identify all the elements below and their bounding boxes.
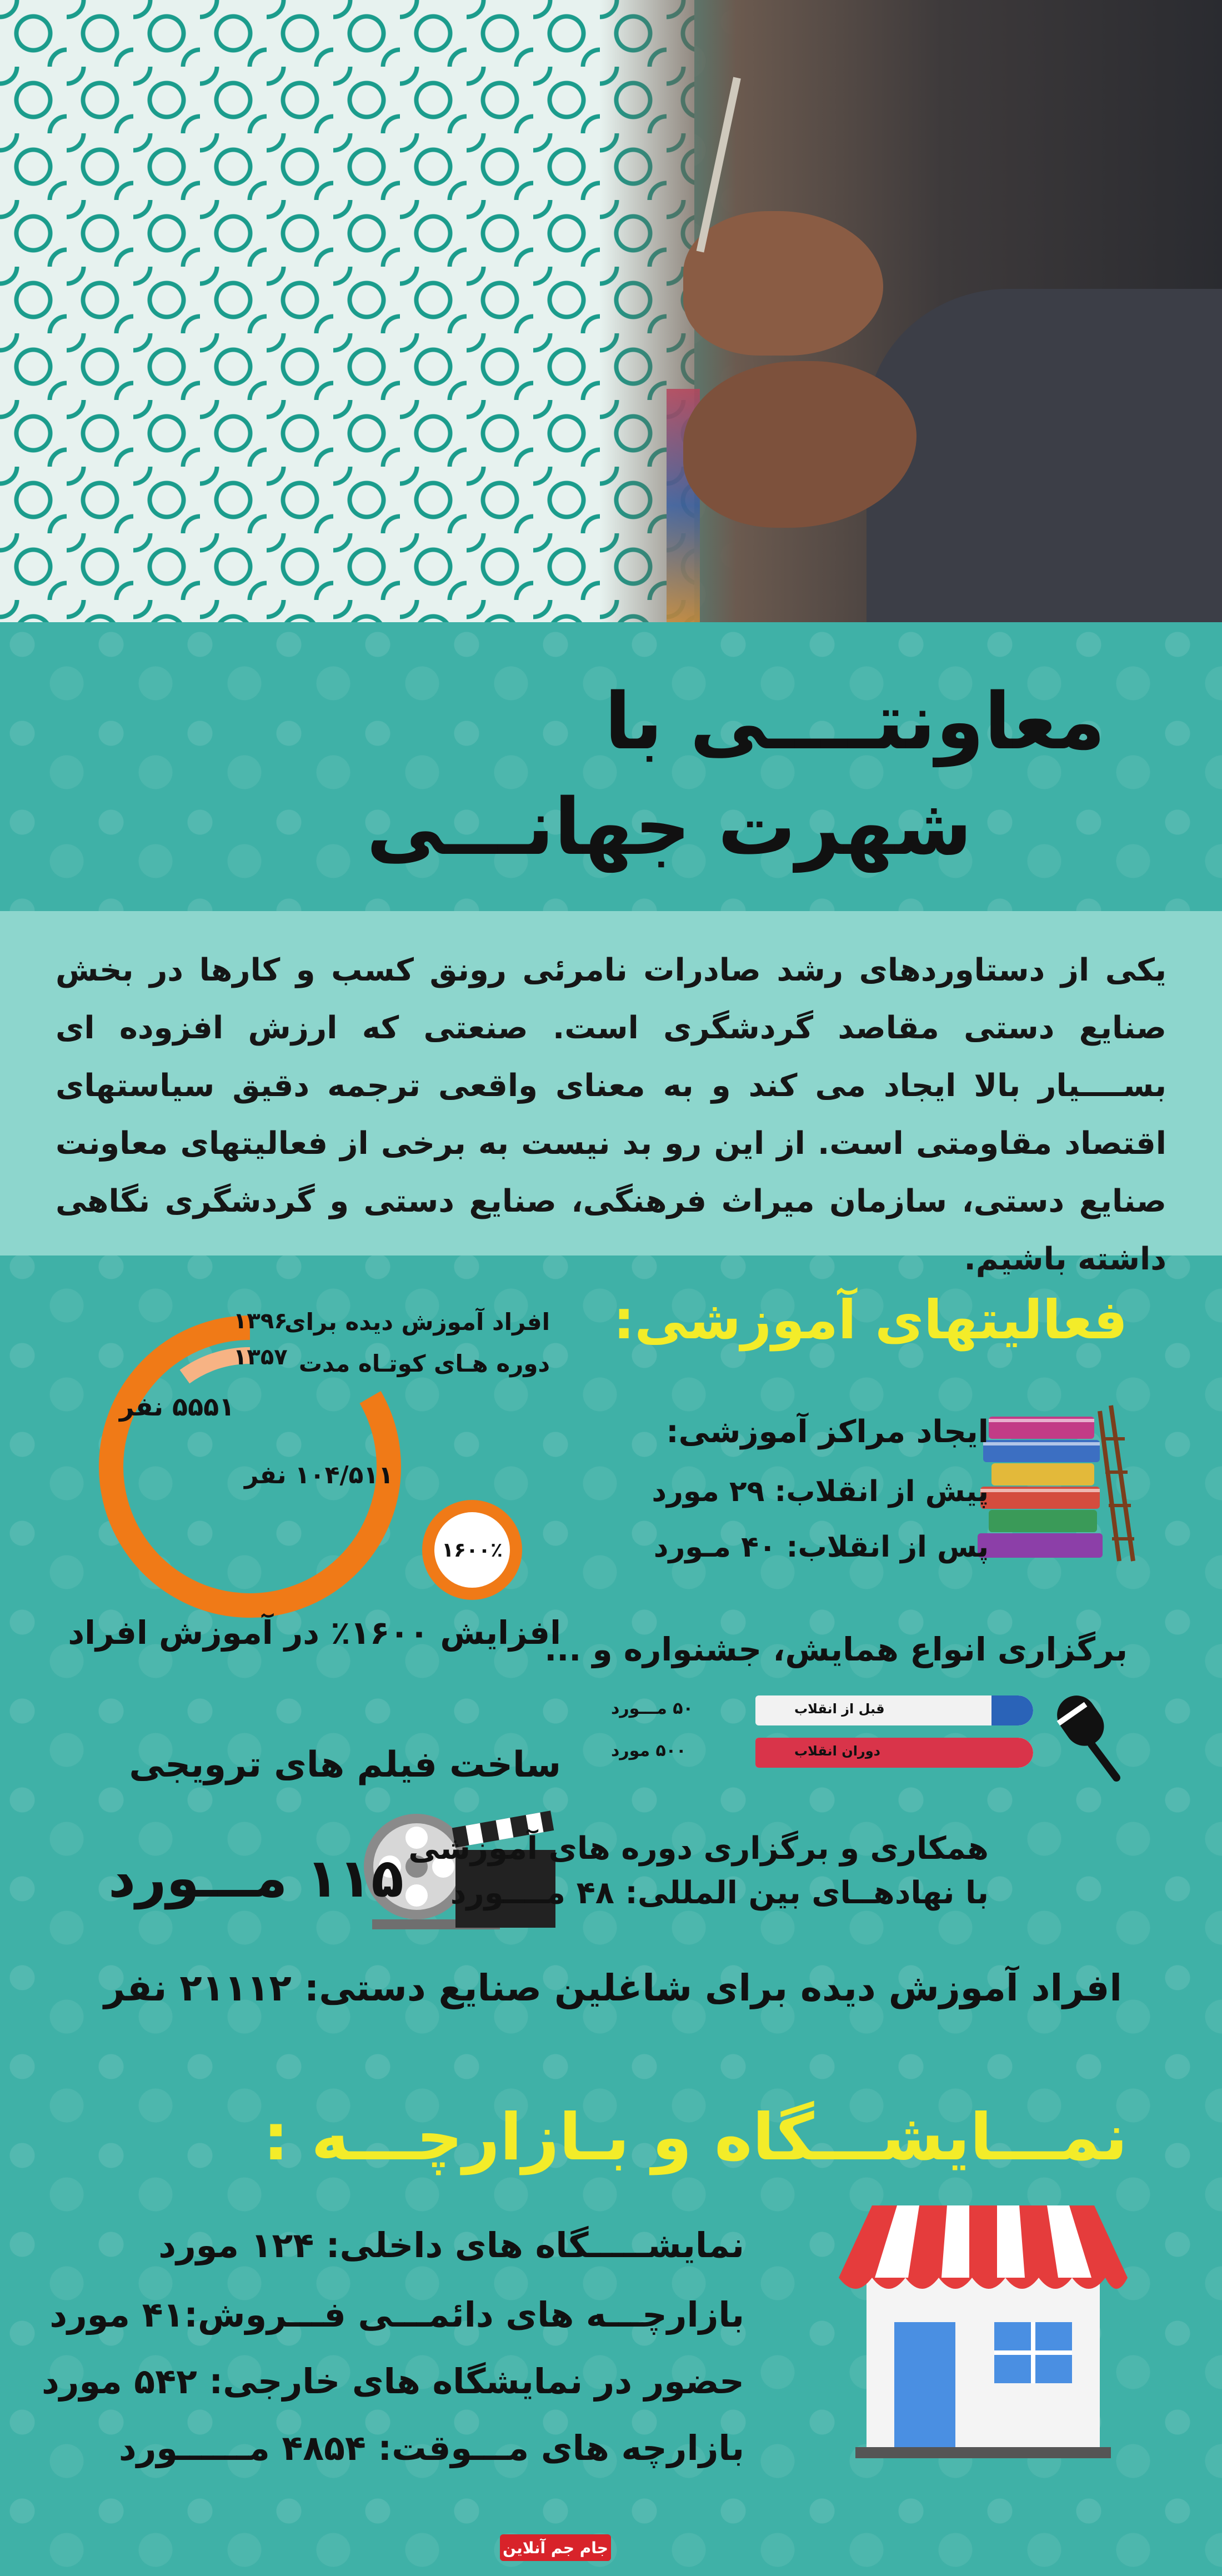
bar-value-during: ۵۰۰ مورد	[611, 1741, 687, 1760]
ring-caption-line1: افراد آموزش دیده برای	[284, 1308, 550, 1335]
exhibition-item: نمایشـــــگاه های داخلی: ۱۲۴ مورد	[158, 2225, 744, 2265]
bar-category-during: دوران انقلاب	[794, 1743, 880, 1759]
centers-pre-revolution: پیش از انقلاب: ۲۹ مورد	[652, 1475, 989, 1508]
increase-badge: ۱۶۰۰٪	[422, 1500, 522, 1600]
trained-artisans-total: افراد آموزش دیده برای شاغلین صنایع دستی: ۲۱۱۱۲ نفر	[104, 1967, 1122, 2009]
increase-text: افزایش ۱۶۰۰٪ در آموزش افراد	[68, 1614, 561, 1652]
publisher-logo[interactable]: جام جم آنلاین	[500, 2534, 611, 2561]
value-1396: ۱۰۴/۵۱۱ نفر	[244, 1461, 394, 1489]
intro-band	[0, 911, 1222, 1277]
intro-paragraph: یکی از دستاوردهای رشد صادرات نامرئی رونق کسب و کارها در بخش صنایع دستی مقاصد گردشگری است. صنعتی که ارزش افزوده ای بســــیار بالا ایجاد می کند و به معنای واقعی ترجمه دقیق سیاستهای اقتصاد مقاومتی است. از این رو بد نیست به برخی از فعالیتهای معاونت صنایع دستی، سازمان میراث فرهنگی، صنایع دستی و گردشگری نگاهی داشته باشیم.	[56, 952, 1166, 1277]
value-1357: ۵۵۵۱ نفر	[119, 1392, 235, 1422]
arabesque-pattern	[0, 0, 694, 622]
hero-image	[0, 0, 1222, 622]
page-title-line1: معاونتــــی با	[604, 677, 1105, 767]
bar-fill-before	[991, 1695, 1033, 1725]
exhibition-item: بازارچه های مـــوقت: ۴۸۵۴ مــــــورد	[118, 2428, 744, 2468]
bar-category-before: قبل از انقلاب	[794, 1701, 885, 1717]
films-title: ساخت فیلم های ترویجی	[129, 1744, 561, 1785]
page-title-line2: شهرت جهانـــی	[366, 782, 972, 873]
books-icon	[972, 1394, 1139, 1572]
cooperation-line2: با نهادهــای بین المللی: ۴۸ مــــورد	[450, 1875, 989, 1911]
microphone-icon	[1039, 1689, 1128, 1783]
festivals-title: برگزاری انواع همایش، جشنواره و ...	[544, 1630, 1128, 1668]
legend-year-1357: ۱۳۵۷	[233, 1344, 288, 1370]
exhibition-item: بازارچـــه های دائمـــی فـــروش:۴۱ مورد	[49, 2294, 744, 2335]
education-heading: فعالیتهای آموزشی:	[613, 1289, 1128, 1351]
films-count: ۱۱۵ مـــورد	[108, 1847, 404, 1909]
craftsman-sleeve	[867, 289, 1222, 622]
exhibitions-heading: نمـــایشـــگاه و بـازارچـــه :	[263, 2100, 1128, 2175]
centers-title: ایجاد مراکز آموزشی:	[666, 1414, 989, 1450]
centers-post-revolution: پس از انقلاب: ۴۰ مـورد	[653, 1530, 989, 1564]
shop-icon	[828, 2194, 1139, 2461]
exhibition-item: حضور در نمایشگاه های خارجی: ۵۴۲ مورد	[41, 2361, 744, 2402]
bar-value-before: ۵۰ مـــورد	[611, 1699, 693, 1718]
legend-year-1396: ۱۳۹۶	[233, 1308, 288, 1334]
cooperation-line1: همکاری و برگزاری دوره های آموزشی	[408, 1830, 989, 1867]
title-block	[0, 622, 1222, 911]
ring-caption-line2: دوره هـای کوتـاه مدت	[298, 1350, 550, 1377]
